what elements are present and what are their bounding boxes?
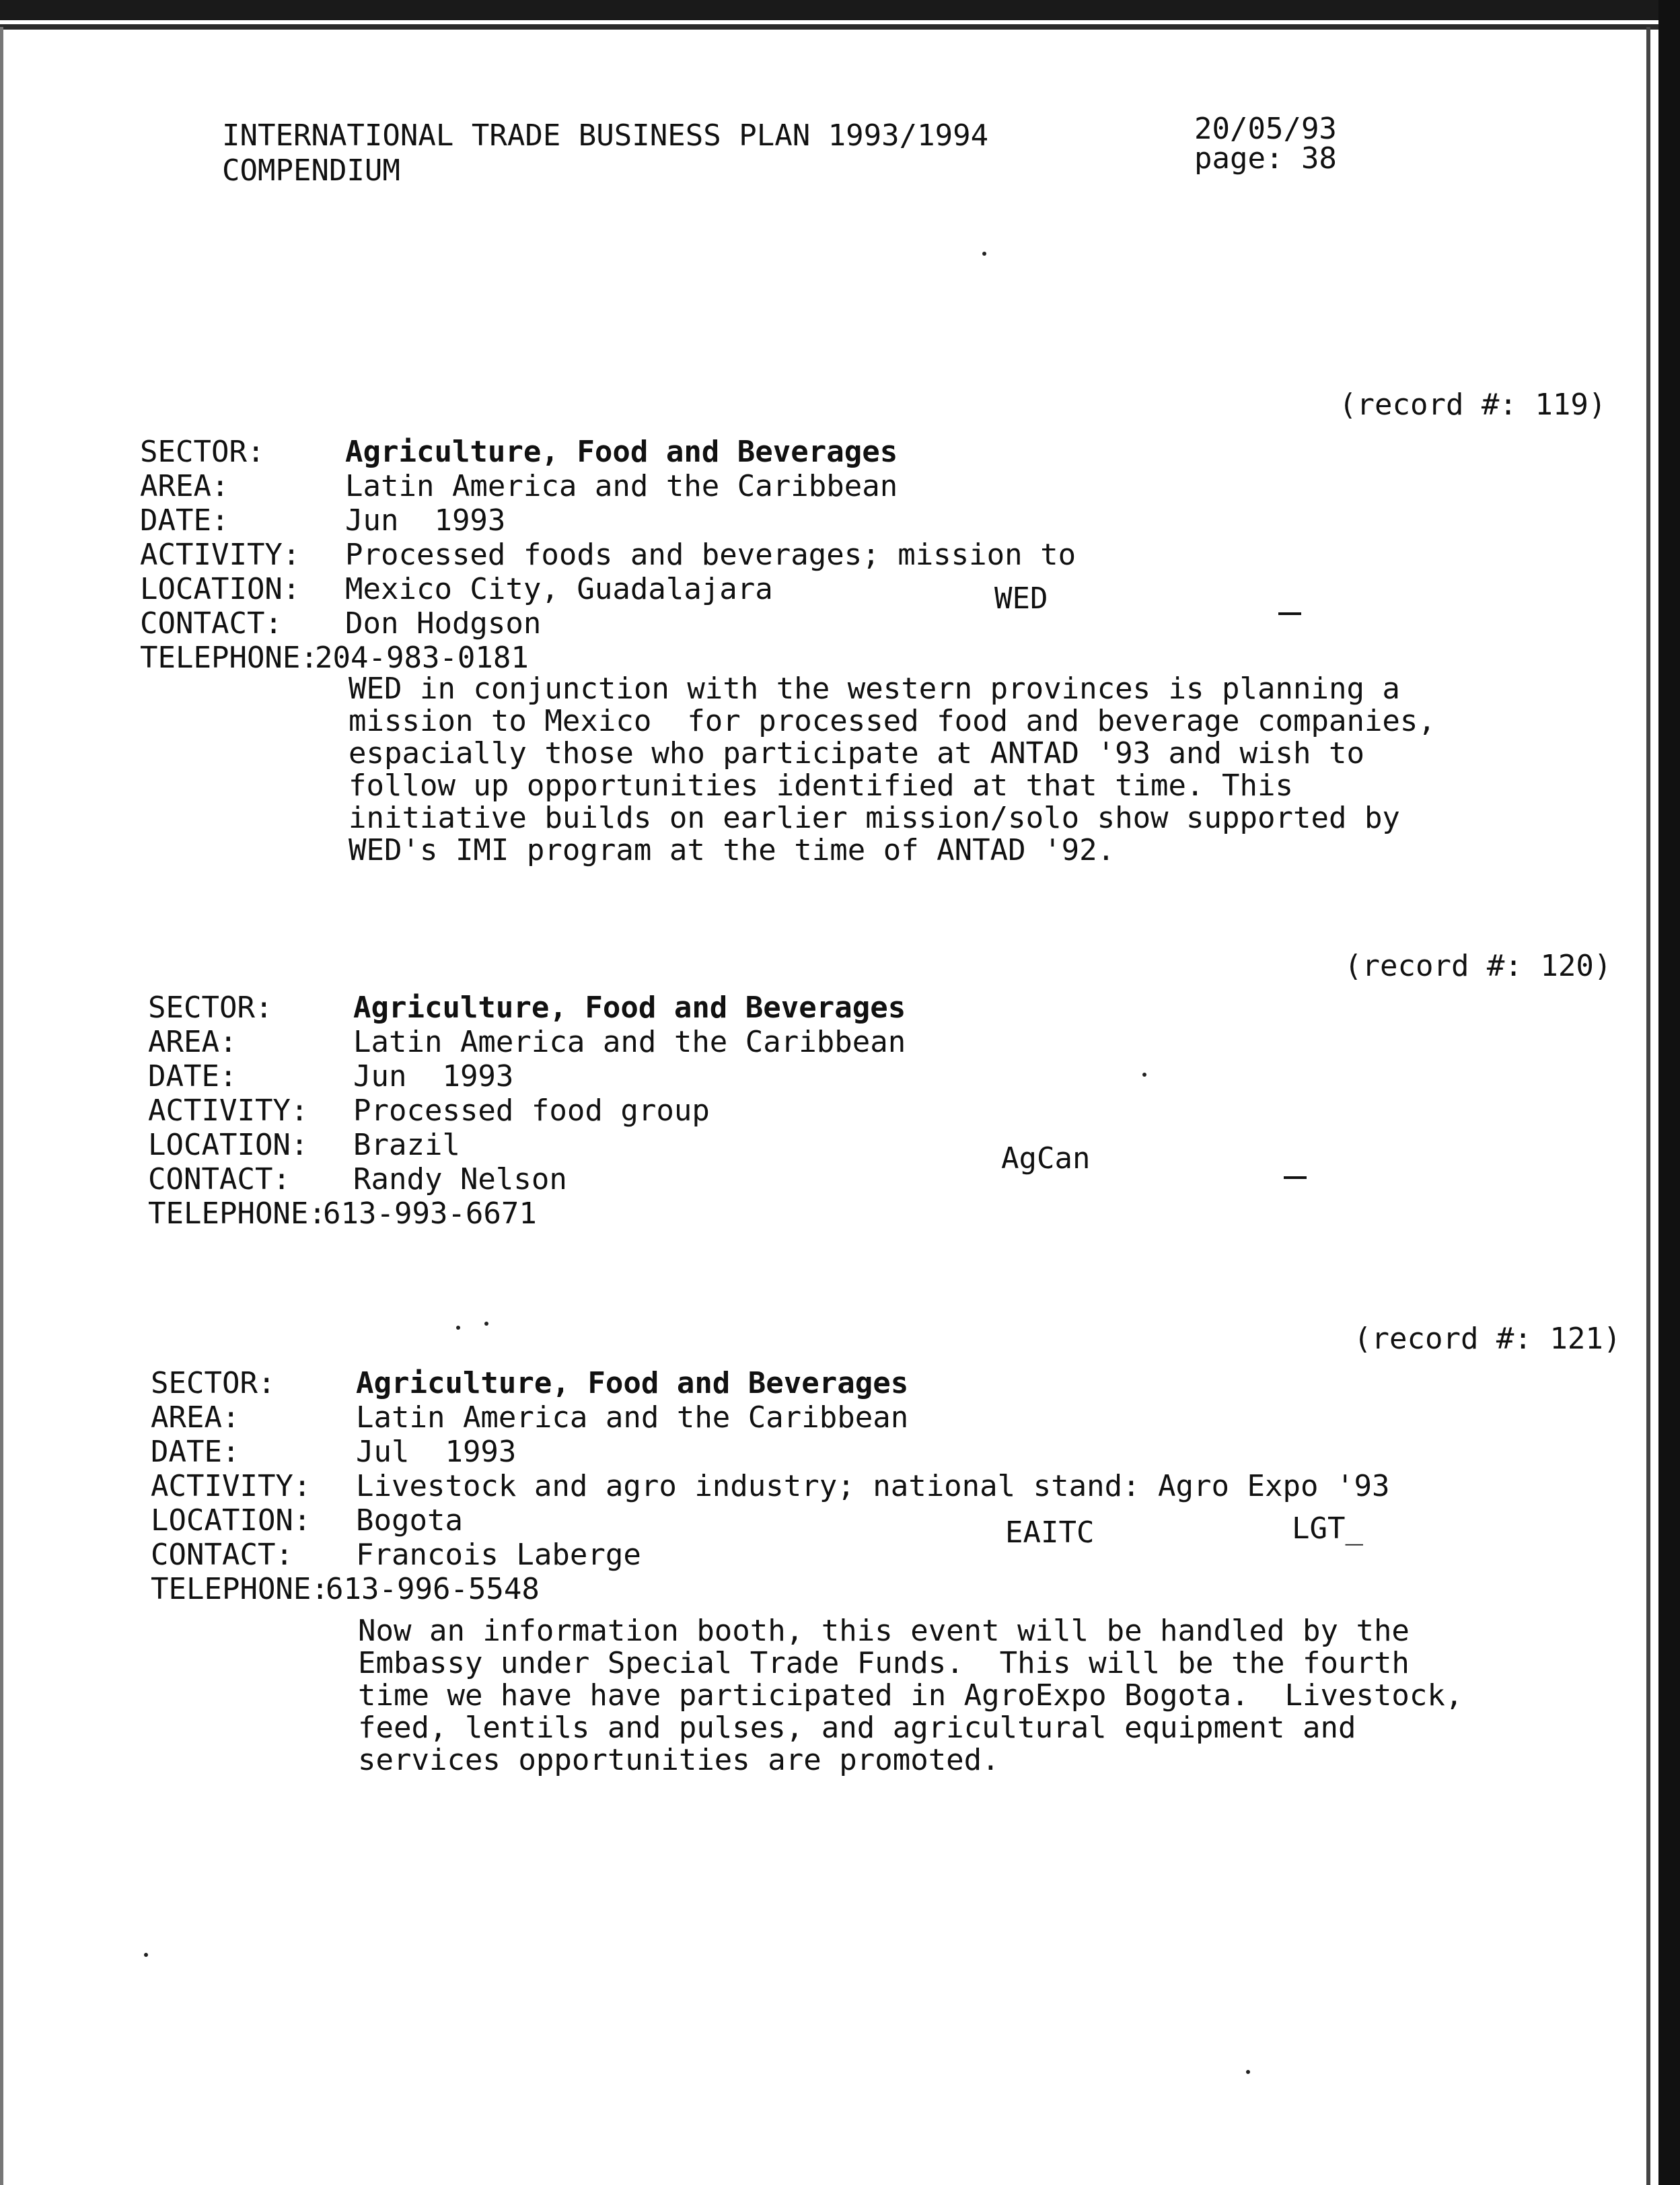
description-line: espacially those who participate at ANTAD '93 and wish to [349,736,1364,771]
scan-top-border [0,0,1680,20]
record-description [358,1615,1609,1777]
location-label: LOCATION: [151,1503,312,1538]
sector-label: SECTOR: [148,991,273,1025]
scan-speck [456,1326,460,1330]
record-number: (record #: 120) [1344,949,1612,983]
sector-value: Agriculture, Food and Beverages [353,991,906,1025]
date-label: DATE: [148,1059,238,1094]
record-fields [151,1366,1389,1606]
contact-label: CONTACT: [151,1538,293,1572]
document-date: 20/05/93 [1194,112,1337,146]
contact-value: Don Hodgson [345,606,542,641]
area-label: AREA: [140,469,229,503]
description-line: WED in conjunction with the western provinces is planning a [349,672,1400,706]
contact-value: Randy Nelson [353,1162,567,1196]
page-number: page: 38 [1194,141,1337,176]
activity-value: Livestock and agro industry; national stand: Agro Expo '93 [356,1469,1390,1503]
scan-speck [484,1322,488,1326]
area-value: Latin America and the Caribbean [356,1400,909,1435]
contact-value: Francois Laberge [356,1538,641,1572]
telephone-value: 613-993-6671 [323,1196,537,1231]
description-line: initiative builds on earlier mission/solo show supported by [349,801,1400,835]
scan-speck [982,252,986,256]
organization-code: AgCan [1001,1141,1091,1176]
telephone-label: TELEPHONE: [140,641,318,675]
area-label: AREA: [151,1400,240,1435]
description-line: WED's IMI program at the time of ANTAD '92. [349,833,1116,867]
page-header [222,118,988,188]
description-line: follow up opportunities identified at that time. This [349,768,1293,803]
scan-speck [1246,2070,1250,2074]
sector-label: SECTOR: [140,435,265,469]
sector-value: Agriculture, Food and Beverages [345,435,898,469]
contact-label: CONTACT: [148,1162,291,1196]
location-value: Bogota [356,1503,463,1538]
location-value: Mexico City, Guadalajara [345,572,773,606]
scan-right-line [1646,27,1650,2185]
activity-label: ACTIVITY: [151,1469,312,1503]
scan-speck [1142,1073,1146,1077]
date-label: DATE: [151,1435,240,1469]
scan-right-border [1658,0,1680,2185]
location-label: LOCATION: [140,572,301,606]
sector-value: Agriculture, Food and Beverages [356,1366,909,1400]
date-value: Jun 1993 [345,503,506,538]
contact-label: CONTACT: [140,606,283,641]
telephone-label: TELEPHONE: [148,1196,326,1231]
location-value: Brazil [353,1128,460,1162]
telephone-value: 613-996-5548 [326,1572,540,1606]
description-line: mission to Mexico for processed food and beverage companies, [349,704,1436,738]
description-line: Embassy under Special Trade Funds. This will be the fourth [358,1646,1410,1680]
description-line: time we have have participated in AgroExpo Bogota. Livestock, [358,1678,1463,1713]
date-value: Jun 1993 [353,1059,514,1094]
date-label: DATE: [140,503,229,538]
area-label: AREA: [148,1025,238,1059]
organization-code: EAITC [1005,1515,1095,1550]
activity-label: ACTIVITY: [140,538,301,572]
record-fields [148,991,906,1231]
record-number: (record #: 121) [1354,1322,1621,1356]
organization-code: WED [994,581,1048,616]
dash-mark [1278,612,1301,615]
activity-value: Processed food group [353,1094,710,1128]
scan-left-border [0,27,3,2185]
document-title: INTERNATIONAL TRADE BUSINESS PLAN 1993/1994 [222,118,989,153]
description-line: feed, lentils and pulses, and agricultural equipment and [358,1711,1356,1745]
sector-label: SECTOR: [151,1366,276,1400]
telephone-value: 204-983-0181 [315,641,529,675]
page-header-meta [1194,112,1337,176]
secondary-code: LGT_ [1292,1511,1363,1546]
activity-label: ACTIVITY: [148,1094,309,1128]
description-line: Now an information booth, this event will be handled by the [358,1614,1410,1648]
record-description [349,673,1600,867]
activity-value: Processed foods and beverages; mission to [345,538,1076,572]
telephone-label: TELEPHONE: [151,1572,329,1606]
record-number: (record #: 119) [1339,388,1607,422]
area-value: Latin America and the Caribbean [345,469,898,503]
scan-speck [144,1953,148,1957]
document-subtitle: COMPENDIUM [222,153,400,188]
scan-top-line [0,24,1680,30]
area-value: Latin America and the Caribbean [353,1025,906,1059]
description-line: services opportunities are promoted. [358,1743,1000,1777]
record-fields [140,435,1076,675]
location-label: LOCATION: [148,1128,309,1162]
dash-mark [1284,1176,1307,1179]
date-value: Jul 1993 [356,1435,517,1469]
